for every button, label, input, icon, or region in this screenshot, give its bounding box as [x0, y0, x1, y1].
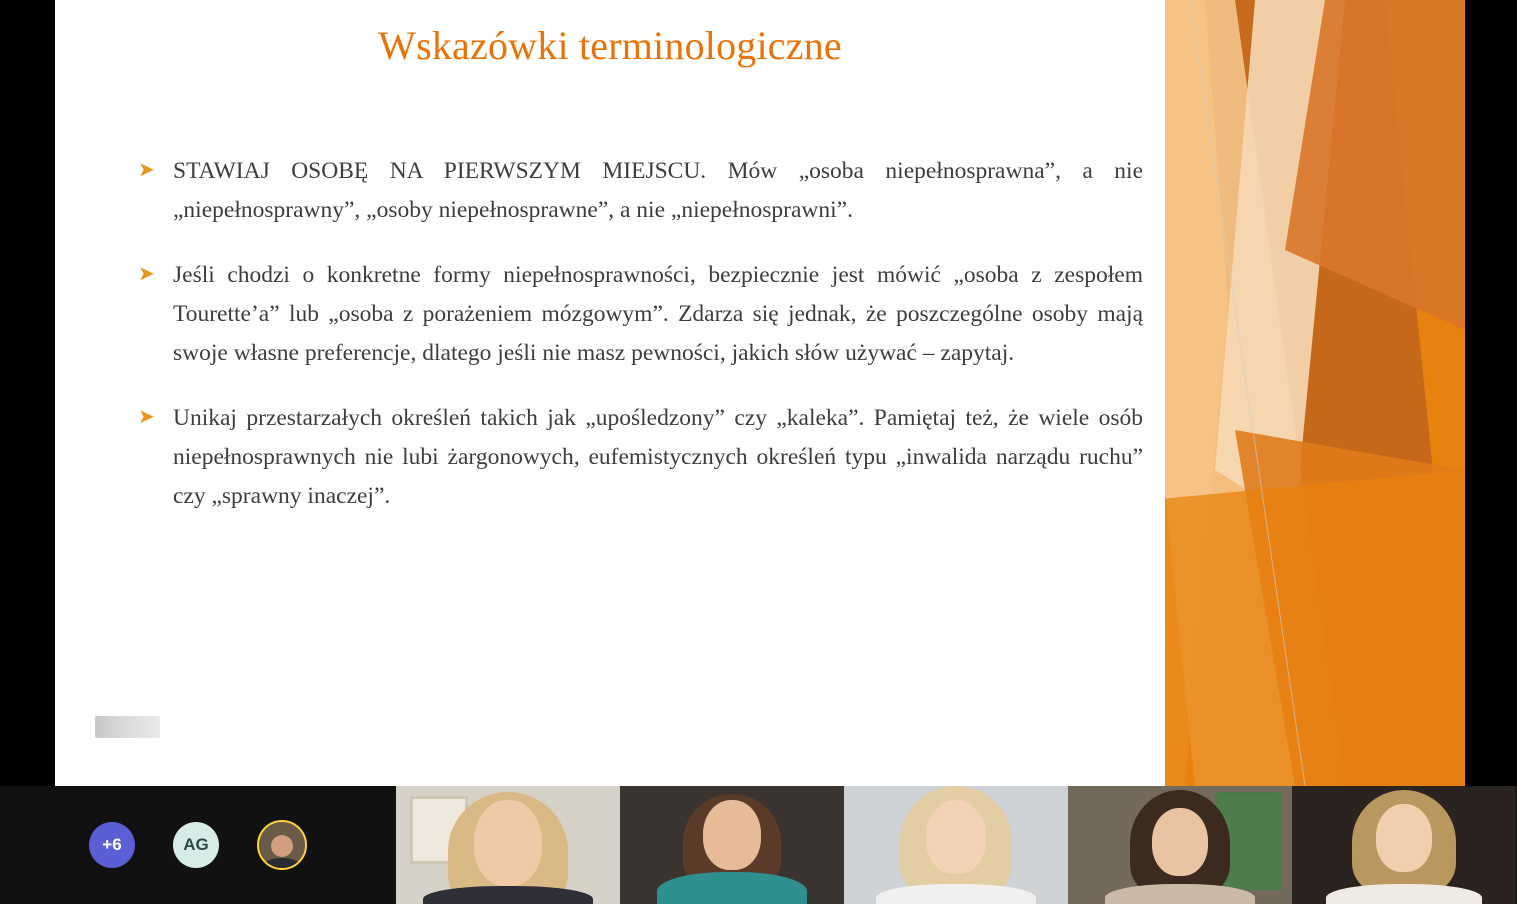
participant-face [1376, 804, 1432, 872]
bullet-arrow-icon: ➤ [138, 159, 155, 181]
overflow-participants-chip[interactable]: +6 [89, 822, 135, 868]
participant-face [926, 800, 986, 874]
participant-video-tile[interactable] [1068, 786, 1292, 904]
participant-video-tile[interactable] [396, 786, 620, 904]
slide-bullet-text: Jeśli chodzi o konkretne formy niepełnosprawności, bezpiecznie jest mówić „osoba z zespołem Tourette’a” lub „osoba z porażeniem mózgowym”. Zdarza się jednak, że poszczególne osoby mają swoje własne preferencje, dlatego jeśli nie masz pewności, jakich słów używać – zapytaj. [173, 262, 1143, 366]
slide-content-panel [55, 0, 1165, 786]
slide-bullet-item [133, 399, 1143, 516]
participant-video-tile[interactable] [620, 786, 844, 904]
avatar-face-icon [271, 835, 293, 857]
participant-torso [1105, 884, 1255, 904]
avatar-shoulders-icon [262, 858, 302, 870]
participant-torso [876, 884, 1036, 904]
slide-bullet-list [133, 152, 1143, 542]
participant-face [1152, 808, 1208, 876]
slide-bullet-item [133, 256, 1143, 373]
participant-torso [423, 886, 593, 904]
participant-video-tile[interactable] [1292, 786, 1516, 904]
participant-face [703, 800, 761, 870]
participant-initials-avatar[interactable]: AG [173, 822, 219, 868]
slide-title: Wskazówki terminologiczne [378, 23, 842, 68]
presentation-slide [55, 0, 1465, 786]
slide-bullet-item [133, 152, 1143, 230]
participant-face [474, 800, 542, 886]
slide-bullet-text: STAWIAJ OSOBĘ NA PIERWSZYM MIEJSCU. Mów „osoba niepełnosprawna”, a nie „niepełnosprawny”, „osoby niepełnosprawne”, a nie „niepełnosprawni”. [173, 158, 1143, 223]
bullet-arrow-icon: ➤ [138, 406, 155, 428]
participant-chips [0, 786, 396, 904]
participant-photo-avatar[interactable] [257, 820, 307, 870]
participant-video-tile[interactable] [844, 786, 1068, 904]
participant-torso [657, 872, 807, 904]
slide-artifact-thumbnail [95, 716, 160, 738]
participant-torso [1326, 884, 1482, 904]
participant-filmstrip [0, 786, 1517, 904]
slide-bullet-text: Unikaj przestarzałych określeń takich jak „upośledzony” czy „kaleka”. Pamiętaj też, że wiele osób niepełnosprawnych nie lubi żargonowych, eufemistycznych określeń typu „inwalida narządu ruchu” czy „sprawny inaczej”. [173, 405, 1143, 509]
bullet-arrow-icon: ➤ [138, 263, 155, 285]
